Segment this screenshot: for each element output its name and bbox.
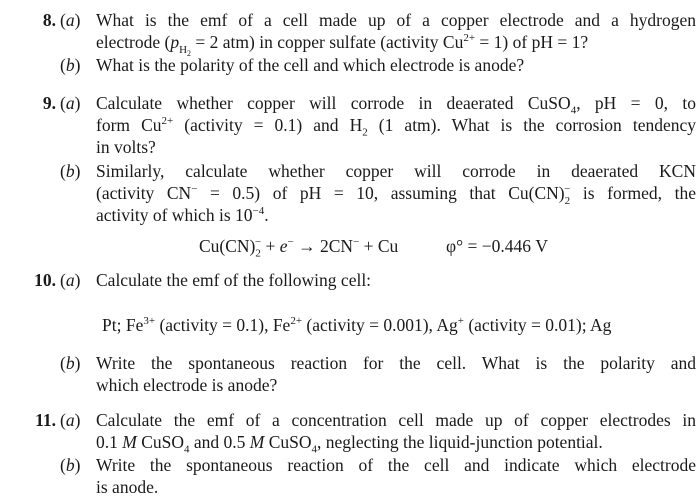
part-letter: (a)	[60, 93, 81, 113]
reaction-equation: $Cu(CN)_2^- + e^- \to 2CN^- + Cu$	[199, 236, 399, 260]
part-text	[96, 409, 696, 456]
text-line: is anode.	[96, 477, 159, 497]
problem-number: 11.	[35, 410, 56, 430]
problem-number: 9.	[42, 93, 56, 113]
text-line: Calculate the emf of a concentration cell made up of copper electrodes in	[96, 410, 696, 430]
text-line: Calculate the emf of the following cell:	[96, 270, 372, 290]
part-text	[96, 9, 696, 58]
part-text	[96, 454, 696, 498]
part-letter: (a)	[60, 270, 81, 290]
text-line: What is the polarity of the cell and which electrode is anode?	[96, 55, 525, 75]
text-line: (activity CN− = 0.5) of pH = 10, assuming that $Cu(CN)_2^-$ is formed, the	[96, 183, 697, 207]
part-text	[96, 54, 696, 76]
part-letter: (b)	[60, 55, 81, 75]
part-text	[96, 352, 696, 396]
text-line: Similarly, calculate whether copper will corrode in deaerated KCN	[96, 161, 696, 181]
part-letter: (a)	[60, 410, 81, 430]
text-line: activity of which is $10^{-4}$.	[96, 205, 269, 225]
text-line: Write the spontaneous reaction of the cell and indicate which electrode	[96, 455, 696, 475]
part-letter: (b)	[60, 455, 81, 475]
part-letter: (b)	[60, 353, 81, 373]
text-line: 0.1 M CuSO$_4$ and 0.5 M CuSO$_4$, neglecting the liquid-junction potential.	[96, 432, 603, 456]
text-line: form $Cu^{2+}$ (activity = 0.1) and $H_2$ (1 atm). What is the corrosion tendency	[96, 115, 696, 139]
text-line: Write the spontaneous reaction for the cell. What is the polarity and	[96, 353, 696, 373]
text-line: electrode ($p_{H_2} = 2$ atm) in copper sulfate (activity $Cu^{2+} = 1$) of pH = 1?	[96, 32, 589, 58]
problem-number: 8.	[42, 10, 56, 30]
part-letter: (a)	[60, 10, 81, 30]
part-text	[96, 92, 696, 158]
cell-notation: Pt; $Fe^{3+}$ (activity = 0.1), $Fe^{2+}$ (activity = 0.001), Ag+ (activity = 0.01); Ag	[102, 315, 612, 335]
text-line: which electrode is anode?	[96, 375, 278, 395]
part-letter: (b)	[60, 161, 81, 181]
text-line: in volts?	[96, 137, 156, 157]
text-line: Calculate whether copper will corrode in deaerated CuSO$_4$, pH = 0, to	[96, 93, 697, 117]
problem-number: 10.	[34, 270, 56, 290]
text-line: What is the emf of a cell made up of a copper electrode and a hydrogen	[96, 10, 696, 30]
standard-potential: φ° = −0.446 V	[446, 236, 548, 256]
part-text	[96, 269, 696, 291]
part-text	[96, 160, 696, 226]
